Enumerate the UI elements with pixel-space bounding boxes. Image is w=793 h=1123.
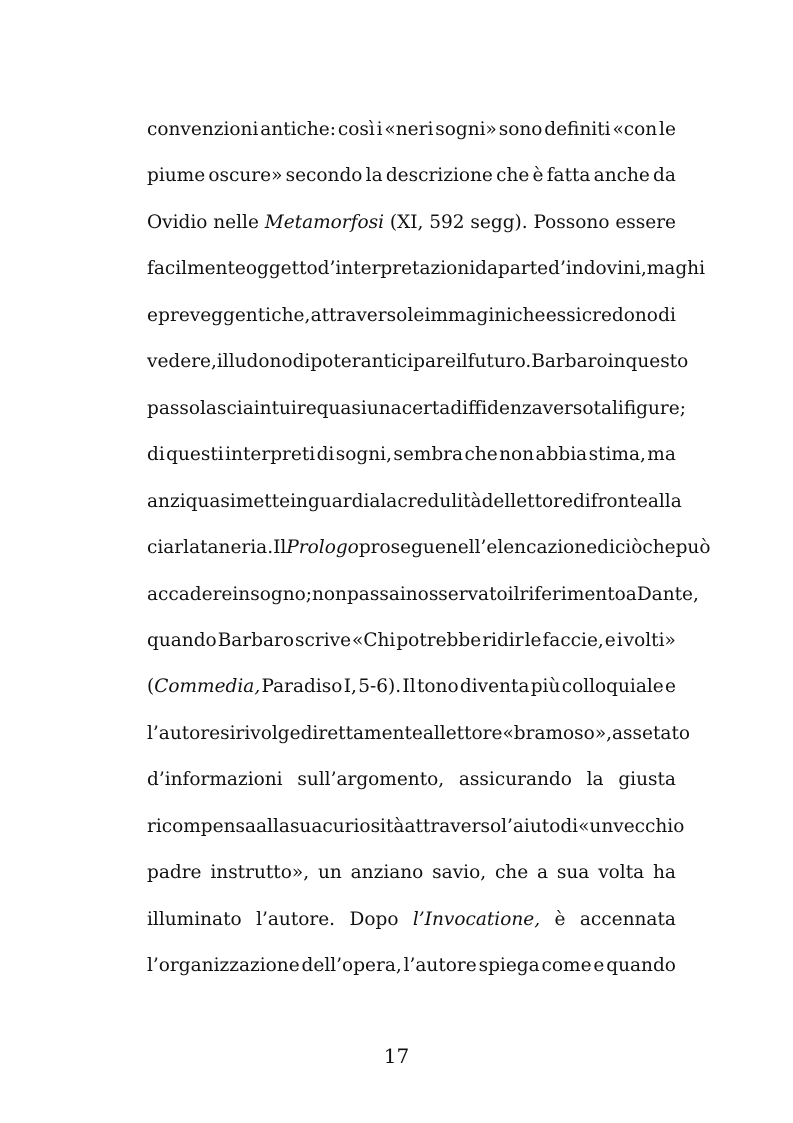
text-word: Prologo bbox=[286, 537, 359, 559]
page-number: 17 bbox=[383, 1044, 410, 1068]
text-word: l’organizzazione bbox=[147, 955, 300, 977]
text-word: d’interpretazioni bbox=[317, 258, 476, 280]
text-word: sua bbox=[556, 862, 590, 884]
text-word: a bbox=[625, 583, 637, 605]
text-word: sogni» bbox=[435, 119, 497, 140]
text-word: sono bbox=[498, 119, 543, 140]
text-word: Possono bbox=[533, 211, 610, 233]
text-word: passa bbox=[346, 583, 400, 605]
text-word: «con bbox=[612, 119, 658, 140]
text-word: guardia bbox=[307, 490, 381, 512]
text-word: poter bbox=[310, 351, 361, 373]
text-line bbox=[147, 861, 676, 885]
text-word: diventa bbox=[459, 676, 530, 698]
text-word: piume bbox=[147, 165, 206, 187]
text-word: quasi bbox=[185, 490, 236, 512]
text-word: oggetto bbox=[245, 258, 318, 280]
text-word: accennata bbox=[579, 908, 676, 930]
text-line bbox=[147, 164, 676, 188]
text-word: futuro. bbox=[467, 351, 532, 373]
text-word: d’informazioni bbox=[147, 769, 283, 791]
text-word: non bbox=[311, 583, 347, 605]
text-word: oscure» bbox=[208, 165, 283, 187]
text-word: giusta bbox=[618, 769, 676, 791]
text-word: parte bbox=[498, 258, 549, 280]
text-word: accadere bbox=[147, 583, 233, 605]
text-word: illuminato bbox=[147, 908, 242, 930]
text-word: tono bbox=[416, 676, 459, 698]
text-word: mette bbox=[235, 490, 291, 512]
text-word: così bbox=[337, 119, 375, 140]
text-word: di bbox=[560, 815, 579, 837]
text-word: segg). bbox=[470, 211, 528, 233]
text-word: faccie, bbox=[542, 629, 604, 651]
text-word: assicurando bbox=[458, 769, 572, 791]
text-word: riferimento bbox=[519, 583, 626, 605]
text-word: (XI, bbox=[389, 211, 424, 233]
text-word: interpreti bbox=[225, 444, 316, 466]
text-word: sull’argomento, bbox=[297, 769, 445, 791]
text-word: Il bbox=[402, 676, 416, 698]
text-word: le bbox=[524, 629, 542, 651]
text-word: Barbaro bbox=[531, 351, 608, 373]
text-word: credulità bbox=[397, 490, 482, 512]
text-word: descrizione bbox=[385, 165, 493, 187]
text-word: quasi bbox=[316, 397, 367, 419]
text-word: lettore bbox=[439, 722, 503, 744]
text-word: di bbox=[147, 444, 165, 466]
text-word: fatta bbox=[546, 165, 591, 187]
text-word: rivolge bbox=[235, 722, 301, 744]
text-word: stima, bbox=[588, 444, 646, 466]
text-word: facilmente bbox=[147, 258, 246, 280]
text-word: scrive bbox=[295, 629, 352, 651]
text-word: la bbox=[380, 490, 398, 512]
text-word: dell’opera, bbox=[301, 955, 402, 977]
text-word: le bbox=[659, 119, 676, 140]
text-word: spiega bbox=[478, 955, 540, 977]
text-word: ricompensa bbox=[147, 815, 257, 837]
text-word: del bbox=[481, 490, 511, 512]
text-word: 5-6). bbox=[358, 676, 402, 698]
text-word: e bbox=[147, 304, 158, 326]
text-word: essere bbox=[615, 211, 676, 233]
text-word: sogno; bbox=[250, 583, 312, 605]
text-word: di bbox=[292, 351, 311, 373]
text-word: anziano bbox=[350, 862, 424, 884]
text-word: d’indovini, bbox=[548, 258, 647, 280]
text-word: in bbox=[290, 490, 308, 512]
text-word: il bbox=[455, 351, 468, 373]
text-word: nelle bbox=[213, 211, 259, 233]
text-word: padre bbox=[147, 862, 202, 884]
text-word: sogni, bbox=[335, 444, 392, 466]
text-word: «bramoso», bbox=[502, 722, 613, 744]
text-word: direttamente bbox=[300, 722, 423, 744]
text-word: i bbox=[616, 629, 623, 651]
text-word: ha bbox=[653, 862, 676, 884]
text-word: non bbox=[499, 444, 535, 466]
text-word: definiti bbox=[544, 119, 611, 140]
text-word: quando bbox=[147, 629, 217, 651]
text-word: abbia bbox=[535, 444, 588, 466]
text-word: questi bbox=[166, 444, 224, 466]
text-word: colloquiale bbox=[561, 676, 664, 698]
text-word: e bbox=[604, 629, 616, 651]
text-word: che bbox=[464, 444, 498, 466]
text-word: ciarlataneria. bbox=[147, 537, 274, 559]
text-word: verso bbox=[542, 397, 594, 419]
text-word: Paradiso bbox=[261, 676, 343, 698]
text-word: antiche: bbox=[260, 119, 336, 140]
text-word: Dopo bbox=[349, 908, 399, 930]
text-word: l’Invocatione, bbox=[412, 908, 541, 930]
text-word: savio, bbox=[432, 862, 487, 884]
text-line bbox=[147, 257, 706, 281]
text-word: anticipare bbox=[360, 351, 456, 373]
text-word: assetato bbox=[612, 722, 691, 744]
text-word: la bbox=[586, 769, 604, 791]
text-line bbox=[147, 350, 689, 374]
text-word: l’autore. bbox=[256, 908, 336, 930]
text-word: instrutto», bbox=[210, 862, 310, 884]
text-line bbox=[147, 443, 676, 467]
text-word: credono bbox=[581, 304, 658, 326]
text-word: «Chi bbox=[352, 629, 396, 651]
text-word: 592 bbox=[429, 211, 465, 233]
text-word: lettore bbox=[510, 490, 573, 512]
text-word: ridir bbox=[482, 629, 524, 651]
text-line bbox=[147, 768, 676, 792]
text-word: volti» bbox=[623, 629, 676, 651]
text-word: secondo bbox=[285, 165, 363, 187]
text-line bbox=[147, 536, 711, 560]
text-word: Ovidio bbox=[147, 211, 208, 233]
text-word: immagini bbox=[424, 304, 513, 326]
text-word: potrebbe bbox=[396, 629, 482, 651]
text-word: convenzioni bbox=[147, 119, 259, 140]
text-word: è bbox=[554, 908, 566, 930]
text-word: che bbox=[512, 304, 546, 326]
text-line bbox=[147, 954, 676, 978]
text-word: il bbox=[507, 583, 520, 605]
text-word: anche bbox=[593, 165, 650, 187]
text-word: sua bbox=[289, 815, 323, 837]
text-line bbox=[147, 304, 676, 328]
text-word: «neri bbox=[384, 119, 434, 140]
text-word: illudono bbox=[216, 351, 293, 373]
text-word: vedere, bbox=[147, 351, 217, 373]
text-line bbox=[147, 908, 676, 932]
text-word: maghi bbox=[646, 258, 706, 280]
text-word: questo bbox=[625, 351, 689, 373]
text-word: di bbox=[597, 537, 615, 559]
text-word: alla bbox=[256, 815, 290, 837]
text-word: come bbox=[541, 955, 592, 977]
text-word: curiosità bbox=[322, 815, 405, 837]
text-word: i bbox=[376, 119, 383, 140]
text-word: un bbox=[317, 862, 342, 884]
text-word: Dante, bbox=[636, 583, 699, 605]
text-word: figure; bbox=[623, 397, 686, 419]
text-word: che, bbox=[271, 304, 311, 326]
text-word: diffidenza bbox=[450, 397, 543, 419]
text-word: «un bbox=[578, 815, 614, 837]
text-word: è bbox=[532, 165, 544, 187]
text-word: le bbox=[407, 304, 425, 326]
text-word: certa bbox=[401, 397, 451, 419]
text-word: a bbox=[537, 862, 549, 884]
text-word: di bbox=[658, 304, 676, 326]
text-word: può bbox=[675, 537, 711, 559]
text-word: si bbox=[220, 722, 236, 744]
text-word: che bbox=[496, 165, 530, 187]
text-word: che bbox=[642, 537, 676, 559]
text-word: in bbox=[232, 583, 251, 605]
text-line bbox=[147, 815, 685, 839]
text-line bbox=[147, 490, 682, 514]
text-word: preveggenti bbox=[158, 304, 272, 326]
text-word: da bbox=[475, 258, 499, 280]
text-word: tali bbox=[593, 397, 624, 419]
text-word: in bbox=[607, 351, 626, 373]
text-word: la bbox=[365, 165, 383, 187]
text-word: volta bbox=[598, 862, 645, 884]
text-word: (Commedia, bbox=[147, 676, 261, 698]
text-word: di bbox=[572, 490, 591, 512]
text-word: l’autore bbox=[147, 722, 221, 744]
text-word: fronte bbox=[590, 490, 648, 512]
text-word: essi bbox=[545, 304, 582, 326]
text-word: lascia bbox=[200, 397, 254, 419]
text-word: da bbox=[653, 165, 676, 187]
text-word: alla bbox=[647, 490, 682, 512]
text-word: attraverso bbox=[310, 304, 408, 326]
text-word: l’autore bbox=[403, 955, 477, 977]
text-line bbox=[147, 397, 686, 421]
text-word: prosegue bbox=[358, 537, 446, 559]
text-line bbox=[147, 211, 676, 235]
text-word: l’aiuto bbox=[501, 815, 561, 837]
text-line bbox=[147, 118, 676, 142]
text-word: Il bbox=[273, 537, 287, 559]
text-word: inosservato bbox=[399, 583, 508, 605]
text-word: e bbox=[665, 676, 676, 698]
text-word: e bbox=[593, 955, 605, 977]
text-word: ma bbox=[647, 444, 676, 466]
text-word: quando bbox=[606, 955, 676, 977]
text-word: vecchio bbox=[613, 815, 685, 837]
text-word: di bbox=[316, 444, 335, 466]
text-line bbox=[147, 629, 676, 653]
text-word: una bbox=[366, 397, 402, 419]
text-line bbox=[147, 722, 691, 746]
text-word: passo bbox=[147, 397, 200, 419]
text-word: Metamorfosi bbox=[264, 211, 385, 233]
text-word: I, bbox=[343, 676, 357, 698]
text-word: al bbox=[422, 722, 440, 744]
text-line bbox=[147, 675, 676, 699]
text-word: più bbox=[530, 676, 561, 698]
text-word: intuire bbox=[253, 397, 317, 419]
text-word: che bbox=[494, 862, 529, 884]
text-word: nell’elencazione bbox=[445, 537, 598, 559]
text-word: attraverso bbox=[404, 815, 502, 837]
text-word: sembra bbox=[393, 444, 464, 466]
text-word: anzi bbox=[147, 490, 186, 512]
text-word: Barbaro bbox=[217, 629, 295, 651]
text-line bbox=[147, 583, 699, 607]
text-word: ciò bbox=[614, 537, 643, 559]
